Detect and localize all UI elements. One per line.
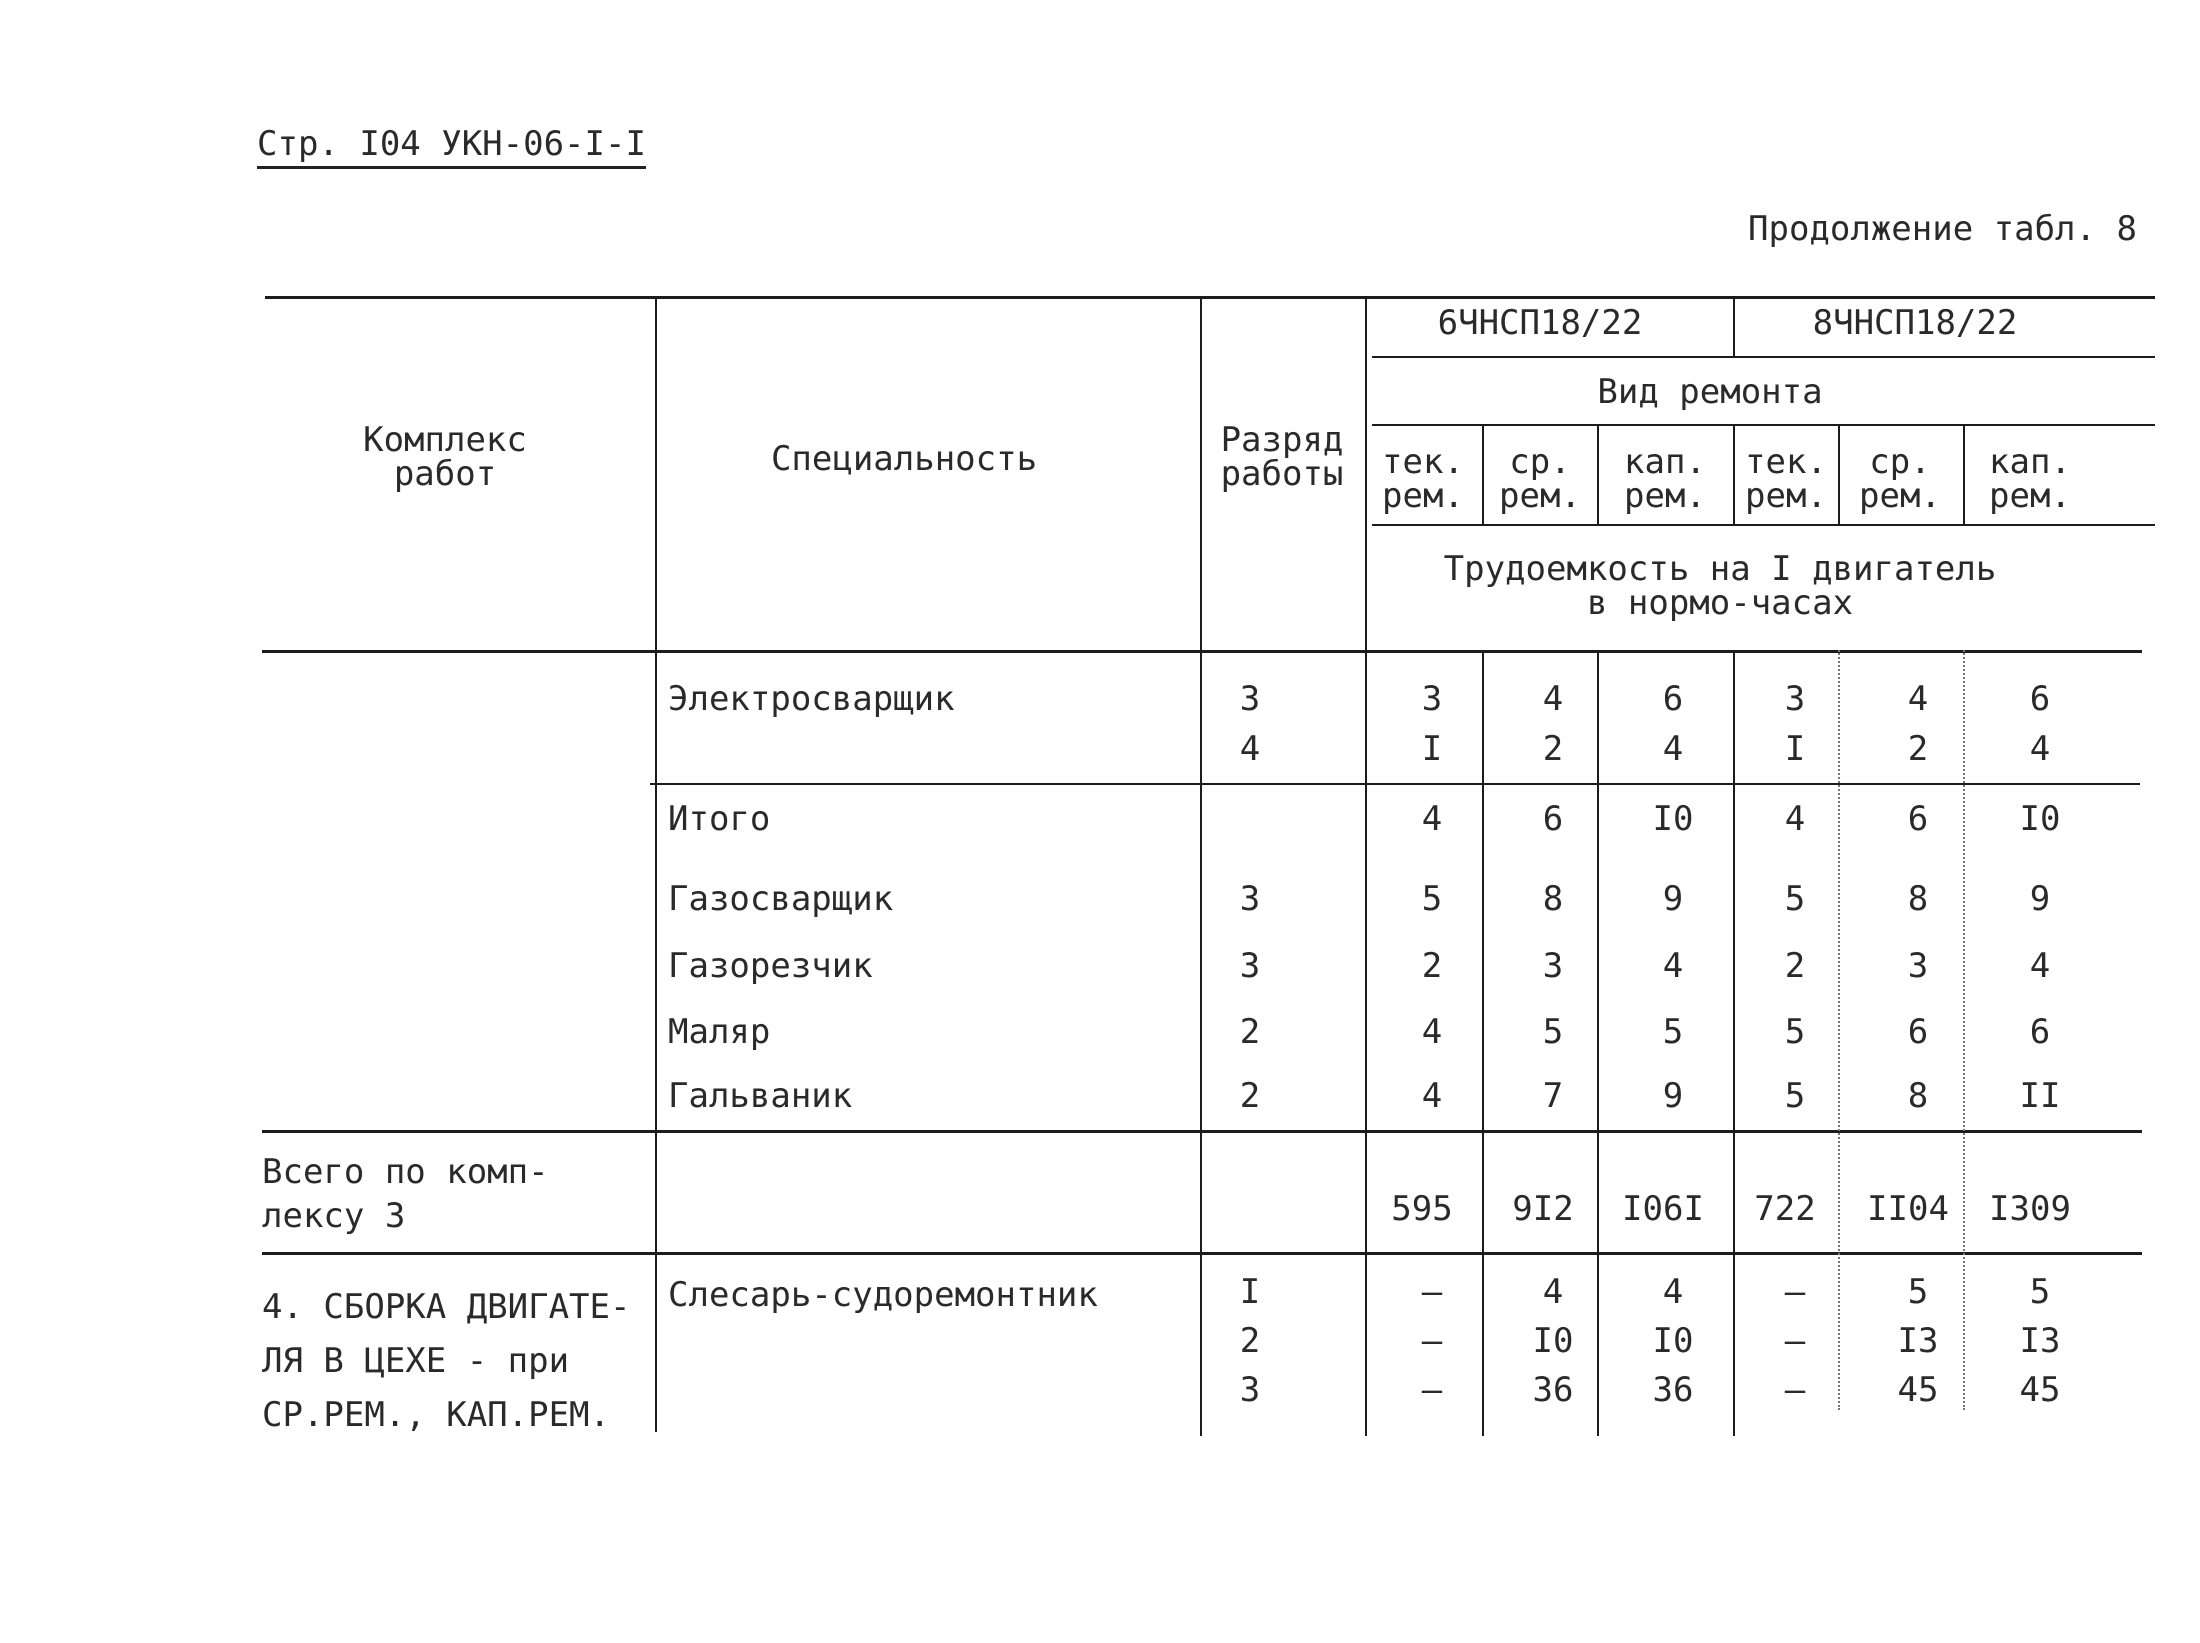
value-cell: 2 xyxy=(1784,946,1806,986)
total-value-cell: 722 xyxy=(1754,1189,1816,1229)
total-value-cell: 9I2 xyxy=(1512,1189,1574,1229)
col-sep-b4 xyxy=(1838,650,1840,1410)
value-cell: 5 xyxy=(1421,879,1443,919)
specialty-cell: Электросварщик xyxy=(668,679,955,719)
engine-rule xyxy=(1372,356,2155,358)
value-cell: 5 xyxy=(2029,1272,2051,1312)
header-engine-8: 8ЧНСП18/22 xyxy=(1812,303,2018,343)
grade-cell: 3 xyxy=(1239,946,1261,986)
grade-cell: 2 xyxy=(1239,1321,1261,1361)
top-rule xyxy=(265,296,2155,299)
value-cell: – xyxy=(1784,1272,1806,1312)
value-cell: 9 xyxy=(2029,879,2051,919)
specialty-cell: Итого xyxy=(668,799,771,839)
value-cell: I3 xyxy=(2019,1321,2061,1361)
group-bottom-rule xyxy=(262,1130,2142,1133)
value-cell: – xyxy=(1421,1321,1443,1361)
value-cell: I xyxy=(1784,729,1806,769)
value-cell: 4 xyxy=(1542,1272,1564,1312)
value-cell: 9 xyxy=(1662,1076,1684,1116)
col-sep-h1 xyxy=(1482,424,1484,524)
value-cell: 4 xyxy=(1542,679,1564,719)
value-cell: 6 xyxy=(1542,799,1564,839)
value-cell: 6 xyxy=(1907,1012,1929,1052)
value-cell: I xyxy=(1421,729,1443,769)
value-cell: 4 xyxy=(1907,679,1929,719)
col-sep-grade xyxy=(1200,296,1202,1436)
grade-cell: 4 xyxy=(1239,729,1261,769)
header-col-4: тек. рем. xyxy=(1745,442,1827,516)
grade-cell: 3 xyxy=(1239,679,1261,719)
value-cell: 6 xyxy=(2029,1012,2051,1052)
header-labor-intensity: Трудоемкость на I двигатель в нормо-часах xyxy=(1443,549,1997,623)
value-cell: 4 xyxy=(1662,946,1684,986)
header-repair-type: Вид ремонта xyxy=(1597,372,1823,412)
value-cell: 45 xyxy=(1897,1370,1939,1410)
total-bottom-rule xyxy=(262,1252,2142,1255)
value-cell: 3 xyxy=(1421,679,1443,719)
value-cell: 5 xyxy=(1907,1272,1929,1312)
value-cell: I0 xyxy=(1652,1321,1694,1361)
total-value-cell: I309 xyxy=(1989,1189,2071,1229)
header-specialty: Специальность xyxy=(770,439,1038,479)
table-continuation-label: Продолжение табл. 8 xyxy=(1748,209,2137,249)
value-cell: I3 xyxy=(1897,1321,1939,1361)
value-cell: – xyxy=(1421,1272,1443,1312)
value-cell: 9 xyxy=(1662,879,1684,919)
value-cell: I0 xyxy=(2019,799,2061,839)
value-cell: 5 xyxy=(1784,1076,1806,1116)
value-cell: 4 xyxy=(1662,1272,1684,1312)
complex-4-label: 4. СБОРКА ДВИГАТЕ- ЛЯ В ЦЕХЕ - при СР.РЕМ., КАП.РЕМ. xyxy=(262,1287,631,1435)
value-cell: 5 xyxy=(1662,1012,1684,1052)
value-cell: 2 xyxy=(1542,729,1564,769)
specialty-cell: Газорезчик xyxy=(668,946,873,986)
col-sep-h3 xyxy=(1733,424,1735,524)
value-cell: 7 xyxy=(1542,1076,1564,1116)
subtotal-rule xyxy=(650,783,2140,785)
value-cell: – xyxy=(1421,1370,1443,1410)
header-col-6: кап. рем. xyxy=(1989,442,2071,516)
header-complex: Комплекс работ xyxy=(363,420,527,494)
value-cell: 6 xyxy=(1907,799,1929,839)
col-sep-b2 xyxy=(1597,650,1599,1436)
header-grade: Разряд работы xyxy=(1220,420,1344,494)
value-cell: II xyxy=(2019,1076,2061,1116)
header-col-3: кап. рем. xyxy=(1624,442,1706,516)
specialty-cell: Маляр xyxy=(668,1012,771,1052)
total-value-cell: 595 xyxy=(1391,1189,1453,1229)
value-cell: 6 xyxy=(1662,679,1684,719)
page-reference: Стр. I04 УКН-06-I-I xyxy=(257,124,646,169)
header-engine-6: 6ЧНСП18/22 xyxy=(1437,303,1643,343)
col-sep-h2 xyxy=(1597,424,1599,524)
value-cell: I0 xyxy=(1532,1321,1574,1361)
value-cell: 36 xyxy=(1532,1370,1574,1410)
grade-cell: 2 xyxy=(1239,1012,1261,1052)
value-cell: 4 xyxy=(1421,799,1443,839)
value-cell: 8 xyxy=(1907,1076,1929,1116)
col-sep-b5 xyxy=(1963,650,1965,1410)
value-cell: 3 xyxy=(1542,946,1564,986)
total-value-cell: II04 xyxy=(1867,1189,1949,1229)
complex-4-specialty: Слесарь-судоремонтник xyxy=(668,1275,1098,1315)
total-complex-3-label: Всего по комп- лексу 3 xyxy=(262,1152,549,1236)
value-cell: 4 xyxy=(2029,729,2051,769)
col-sep-specialty xyxy=(655,296,657,1432)
value-cell: 2 xyxy=(1421,946,1443,986)
grade-cell: 3 xyxy=(1239,879,1261,919)
specialty-cell: Газосварщик xyxy=(668,879,894,919)
grade-cell: I xyxy=(1239,1272,1261,1312)
value-cell: 36 xyxy=(1652,1370,1694,1410)
header-bottom-rule xyxy=(262,650,2142,653)
value-cell: 4 xyxy=(1421,1012,1443,1052)
value-cell: 45 xyxy=(2019,1370,2061,1410)
value-cell: I0 xyxy=(1652,799,1694,839)
header-col-5: ср. рем. xyxy=(1859,442,1941,516)
col-sep-b1 xyxy=(1482,650,1484,1436)
header-col-1: тек. рем. xyxy=(1382,442,1464,516)
value-cell: 8 xyxy=(1907,879,1929,919)
value-cell: 4 xyxy=(2029,946,2051,986)
col-sep-h4 xyxy=(1838,424,1840,524)
repair-type-rule xyxy=(1372,424,2155,426)
col-sep-h5 xyxy=(1963,424,1965,524)
value-cell: 4 xyxy=(1662,729,1684,769)
value-cell: 3 xyxy=(1784,679,1806,719)
value-cell: 3 xyxy=(1907,946,1929,986)
value-cell: 4 xyxy=(1784,799,1806,839)
header-col-2: ср. рем. xyxy=(1499,442,1581,516)
specialty-cell: Гальваник xyxy=(668,1076,853,1116)
col-sep-b3 xyxy=(1733,650,1735,1436)
total-value-cell: I06I xyxy=(1622,1189,1704,1229)
value-cell: 2 xyxy=(1907,729,1929,769)
value-cell: 5 xyxy=(1784,1012,1806,1052)
col-sep-values xyxy=(1365,296,1367,1436)
value-cell: 6 xyxy=(2029,679,2051,719)
value-cell: 5 xyxy=(1784,879,1806,919)
value-cell: – xyxy=(1784,1321,1806,1361)
value-cell: – xyxy=(1784,1370,1806,1410)
col-sep-engines xyxy=(1733,296,1735,356)
value-cell: 4 xyxy=(1421,1076,1443,1116)
cols-rule xyxy=(1372,524,2155,526)
grade-cell: 2 xyxy=(1239,1076,1261,1116)
value-cell: 5 xyxy=(1542,1012,1564,1052)
value-cell: 8 xyxy=(1542,879,1564,919)
grade-cell: 3 xyxy=(1239,1370,1261,1410)
